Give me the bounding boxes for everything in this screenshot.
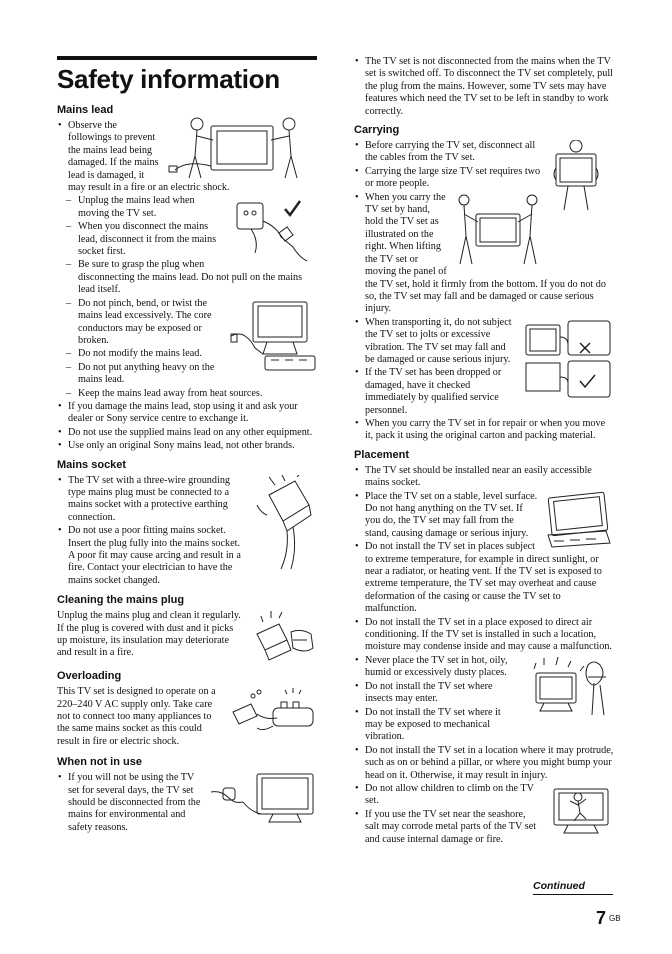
heading-mains-socket: Mains socket [57,458,127,471]
carrying-bullet-5: • When you carry the TV set in for repair or when you move it, pack it using the original carton and packing material. [354,418,614,443]
heading-not-in-use: When not in use [57,756,142,769]
mains-lead-bullet-0: • If you damage the mains lead, stop using it and ask your dealer or Sony service centre to exchange it. [57,401,317,426]
standby-bullet: • The TV set is not disconnected from the mains when the TV set is switched off. To disconnect the TV set completely, pull the plug from the mains. However, some TV sets may have features which need the TV set to be left in standby to work correctly. [354,56,614,118]
mains-lead-dash-2: – Be sure to grasp the plug when disconnecting the mains lead. Do not pull on the mains lead itself. [57,259,317,296]
placement-bullet-2: • Do not install the TV set in places subject to extreme temperature, for example in direct sunlight, or near a radiator, or heating vent. If the TV set is exposed to extreme temperature, the TV set may overheat and cause deformation of the casing or cause the TV set to malfunction. [354,541,614,615]
placement-bullet-3: • Do not install the TV set in a place exposed to direct air conditioning. If the TV set is installed in such a location, moisture may condense inside and may cause a malfunction. [354,617,614,654]
not-in-use-bullet-0: • If you will not be using the TV set for several days, the TV set should be disconnected from the mains for environmental and safety reasons. [57,772,317,834]
carrying-bullet-0: • Before carrying the TV set, disconnect all the cables from the TV set. [354,140,614,165]
cleaning-plug-icon [251,610,317,662]
placement-bullet-5: • Do not install the TV set where insects may enter. [354,681,614,706]
heading-placement: Placement [354,448,410,461]
mains-lead-dash-5: – Do not put anything heavy on the mains lead. [57,362,317,387]
heading-overloading: Overloading [57,670,122,683]
continued-label: Continued [533,880,613,895]
left-column [57,56,317,835]
overload-socket-icon [229,686,317,736]
title-rule [57,56,317,60]
heading-cleaning: Cleaning the mains plug [57,594,185,607]
placement-bullet-7: • Do not install the TV set in a location where it may protrude, such as on or behind a pillar, or where you might bump your head on it. Otherwise, it may result in injury. [354,745,614,782]
carrying-bullet-2: • When you carry the TV set by hand, hold the TV set as illustrated on the right. When lifting the TV set or moving the panel of the TV set, hold it firmly from the bottom. If you do not do so, the TV set may fall and be damaged or cause serious injury. [354,192,614,316]
cleaning-text: Unplug the mains plug and clean it regularly. If the plug is covered with dust and it picks up moisture, its insulation may deteriorate and result in a fire. [57,610,241,659]
mains-lead-bullet-1: • Do not use the supplied mains lead on any other equipment. [57,427,317,439]
overloading-text: This TV set is designed to operate on a 220–240 V AC supply only. Take care not to connect too many appliances to the same mains socket as this could result in fire or electric shock. [57,686,216,747]
mains-lead-dash-0: – Unplug the mains lead when moving the TV set. [57,195,317,220]
mains-socket-bullet-1: • Do not use a poor fitting mains socket. Insert the plug fully into the mains socket. A poor fit may cause arcing and result in a fire. Contact your electrician to have the mains socket changed. [57,525,317,587]
placement-bullet-8: • Do not allow children to climb on the TV set. [354,783,614,808]
mains-lead-dash-3: – Do not pinch, bend, or twist the mains lead excessively. The core conductors may be exposed or broken. [57,298,317,348]
placement-bullet-4: • Never place the TV set in hot, oily, humid or excessively dusty places. [354,655,614,680]
page-suffix: GB [609,914,621,923]
carrying-bullet-4: • If the TV set has been dropped or damaged, have it checked immediately by qualified service personnel. [354,367,614,417]
mains-lead-dash-4: – Do not modify the mains lead. [57,348,317,360]
carrying-bullet-3: • When transporting it, do not subject the TV set to jolts or excessive vibration. The TV set may fall and be damaged or cause serious injury. [354,317,614,367]
page-number: 7 [596,908,607,928]
carrying-bullet-1: • Carrying the large size TV set requires two or more people. [354,166,614,191]
placement-bullet-0: • The TV set should be installed near an easily accessible mains socket. [354,465,614,490]
placement-bullet-1: • Place the TV set on a stable, level surface. Do not hang anything on the TV set. If you do, the TV set may fall from the stand, causing damage or serious injury. [354,491,614,541]
mains-lead-dash-6: – Keep the mains lead away from heat sources. [57,388,317,400]
mains-lead-intro: • Observe the followings to prevent the mains lead being damaged. If the mains lead is damaged, it may result in a fire or an electric shock. [57,120,317,194]
mains-lead-dash-1: – When you disconnect the mains lead, disconnect it from the mains socket first. [57,221,317,258]
placement-bullet-9: • If you use the TV set near the seashore, salt may corrode metal parts of the TV set and cause internal damage or fire. [354,809,614,846]
heading-mains-lead: Mains lead [57,104,114,116]
page-title: Safety information [57,64,280,94]
right-column [354,56,614,847]
mains-socket-bullet-0: • The TV set with a three-wire grounding type mains plug must be connected to a mains socket with a protective earthing connection. [57,475,317,525]
mains-lead-bullet-2: • Use only an original Sony mains lead, not other brands. [57,440,317,452]
heading-carrying: Carrying [354,124,400,137]
placement-bullet-6: • Do not install the TV set where it may be exposed to mechanical vibration. [354,707,614,744]
